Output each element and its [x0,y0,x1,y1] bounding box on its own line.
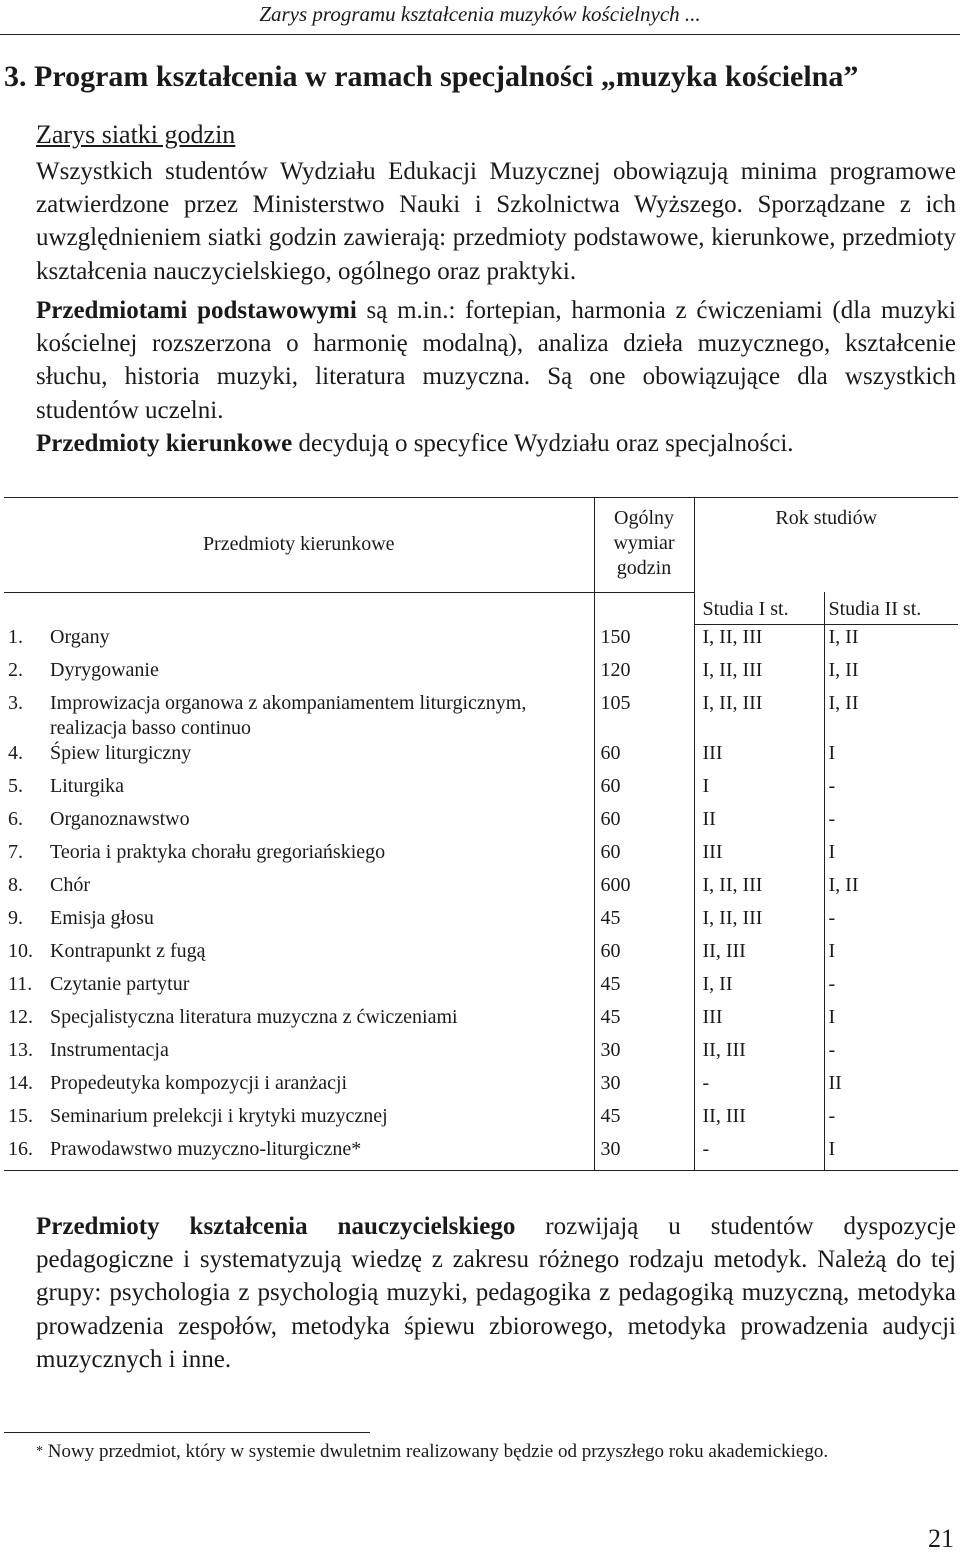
row-hours: 45 [594,1005,694,1038]
row-subject: Chór [50,874,90,896]
row-studia-2: I, II [824,691,958,741]
section-title: 3. Program kształcenia w ramach specjalności „muzyka kościelna” [4,60,859,93]
table-row [4,1038,958,1071]
row-number: 4. [8,742,23,764]
row-studia-2: - [824,1038,958,1071]
table-row [4,906,958,939]
footnote [4,1437,956,1467]
row-subject: Organoznawstwo [50,808,190,830]
subheading: Zarys siatki godzin [36,120,236,149]
row-number: 2. [8,659,23,681]
subjects-table [4,497,958,1171]
row-subject: Specjalistyczna literatura muzyczna z ćwiczeniami [50,1006,458,1028]
row-studia-2: - [824,774,958,807]
row-subject: Instrumentacja [50,1039,169,1061]
row-subject: Emisja głosu [50,907,154,929]
row-number: 1. [8,625,23,648]
row-hours: 150 [594,625,694,659]
row-studia-2: I [824,840,958,873]
table-row [4,625,958,659]
row-number: 6. [8,808,23,830]
row-studia-1: II, III [694,939,824,972]
row-number: 15. [8,1105,33,1127]
row-studia-1: II, III [694,1104,824,1137]
header-studia-2: Studia II st. [824,592,958,625]
footnote-rule [4,1432,370,1433]
table-row [4,1005,958,1038]
paragraph-directional-subjects [4,427,956,460]
row-hours: 60 [594,774,694,807]
row-subject: Liturgika [50,775,125,797]
row-subject: Organy [50,625,110,648]
row-subject: Prawodawstwo muzyczno-liturgiczne* [50,1137,594,1171]
row-subject: Kontrapunkt z fugą [50,940,206,962]
row-studia-2: - [824,906,958,939]
row-studia-1: III [694,840,824,873]
basic-subjects-text: są m.in.: fortepian, harmonia z ćwiczeniami (dla muzyki kościelnej rozszerzona o harmonię modalną), analiza dzieła muzycznego, kształcenie słuchu, historia muzyki, literatura muzyczna. Są one obowiązujące dla wszystkich studentów uczelni. [36,297,956,424]
paragraph-intro-text: Wszystkich studentów Wydziału Edukacji Muzycznej obowiązują minima programowe zatwierdzone przez Ministerstwo Nauki i Szkolnictwa Wyższego. Sporządzane z ich uwzględnieniem siatki godzin zawierają: przedmioty podstawowe, kierunkowe, przedmioty kształcenia nauczycielskiego, ogólnego oraz praktyki. [36,158,956,285]
footnote-text: Nowy przedmiot, który w systemie dwuletnim realizowany będzie od przyszłego roku akademickiego. [43,1441,829,1462]
table-row [4,658,958,691]
row-studia-1: I, II [694,972,824,1005]
paragraph-pedagogical-subjects [4,1210,956,1376]
running-header: Zarys programu kształcenia muzyków kościelnych ... [259,2,701,26]
row-hours: 30 [594,1137,694,1171]
row-subject: Improwizacja organowa z akompaniamentem liturgicznym, realizacja basso continuo [50,692,527,739]
row-studia-2: - [824,807,958,840]
row-number: 14. [8,1072,33,1094]
row-studia-2: I, II [824,658,958,691]
page-number: 21 [928,1524,954,1553]
row-subject: Propedeutyka kompozycji i aranżacji [50,1072,348,1094]
row-number: 11. [8,973,33,995]
row-studia-1: I, II, III [694,873,824,906]
row-hours: 30 [594,1071,694,1104]
row-studia-2: I, II [824,873,958,906]
header-rule [0,34,960,35]
paragraph-intro [4,155,956,288]
pedagogical-subjects-text: rozwijają u studentów dyspozycje pedagogiczne i systematyzują wiedzę z zakresu różnego rodzaju metodyk. Należą do tej grupy: psychologia z psychologią muzyki, pedagogika z pedagogiką muzyczną, metodyka prowadzenia zespołów, metodyka śpiewu zbiorowego, metodyka prowadzenia audycji muzycznych i inne. [36,1213,956,1373]
row-studia-1: III [694,741,824,774]
row-hours: 60 [594,939,694,972]
paragraph-basic-subjects [4,294,956,427]
row-studia-1: II, III [694,1038,824,1071]
row-subject: Teoria i praktyka chorału gregoriańskiego [50,841,386,863]
row-studia-1: I, II, III [694,625,824,659]
header-year: Rok studiów [694,498,958,593]
row-studia-1: - [694,1071,824,1104]
table-row [4,873,958,906]
row-hours: 45 [594,972,694,1005]
directional-subjects-text: decydują o specyfice Wydziału oraz specjalności. [292,430,794,457]
table-row [4,691,958,741]
row-number: 7. [8,841,23,863]
row-studia-1: I, II, III [694,906,824,939]
row-studia-2: I [824,1137,958,1171]
table-subheader-studia-row [4,592,958,625]
row-studia-2: I, II [824,625,958,659]
row-number: 13. [8,1039,33,1061]
table-row [4,1104,958,1137]
row-subject: Śpiew liturgiczny [50,742,192,764]
row-studia-2: I [824,939,958,972]
table-row [4,1137,958,1171]
row-hours: 120 [594,658,694,691]
row-hours: 30 [594,1038,694,1071]
row-hours: 45 [594,1104,694,1137]
row-studia-2: II [824,1071,958,1104]
row-number: 3. [8,692,23,714]
row-hours: 105 [594,691,694,741]
table-row [4,840,958,873]
header-hours: Ogólny wymiar godzin [594,498,694,593]
row-number: 12. [8,1006,33,1028]
row-studia-1: - [694,1137,824,1171]
row-subject: Seminarium prelekcji i krytyki muzycznej [50,1105,388,1127]
row-subject: Dyrygowanie [50,659,159,681]
row-subject: Czytanie partytur [50,973,190,995]
footnote-mark: * [36,1444,43,1459]
table-row [4,807,958,840]
row-number: 8. [8,874,23,896]
row-number: 5. [8,775,23,797]
row-studia-2: - [824,972,958,1005]
table-row [4,774,958,807]
row-hours: 600 [594,873,694,906]
directional-subjects-term: Przedmioty kierunkowe [36,430,293,457]
row-studia-1: II [694,807,824,840]
row-studia-1: I, II, III [694,691,824,741]
row-studia-2: I [824,741,958,774]
row-number: 16. [4,1137,50,1171]
table-header-row [4,498,958,593]
table-row [4,1071,958,1104]
table-row [4,972,958,1005]
row-studia-1: I, II, III [694,658,824,691]
row-number: 9. [8,907,23,929]
table-body [4,625,958,1171]
row-studia-1: I [694,774,824,807]
row-studia-2: - [824,1104,958,1137]
row-hours: 60 [594,840,694,873]
row-studia-1: III [694,1005,824,1038]
row-studia-2: I [824,1005,958,1038]
pedagogical-subjects-term: Przedmioty kształcenia nauczycielskiego [36,1213,516,1240]
table-row [4,741,958,774]
table-row [4,939,958,972]
row-hours: 45 [594,906,694,939]
row-hours: 60 [594,807,694,840]
basic-subjects-term: Przedmiotami podstawowymi [36,297,357,324]
header-studia-1: Studia I st. [694,592,824,625]
row-number: 10. [8,940,33,962]
row-hours: 60 [594,741,694,774]
header-subject: Przedmioty kierunkowe [4,498,594,593]
